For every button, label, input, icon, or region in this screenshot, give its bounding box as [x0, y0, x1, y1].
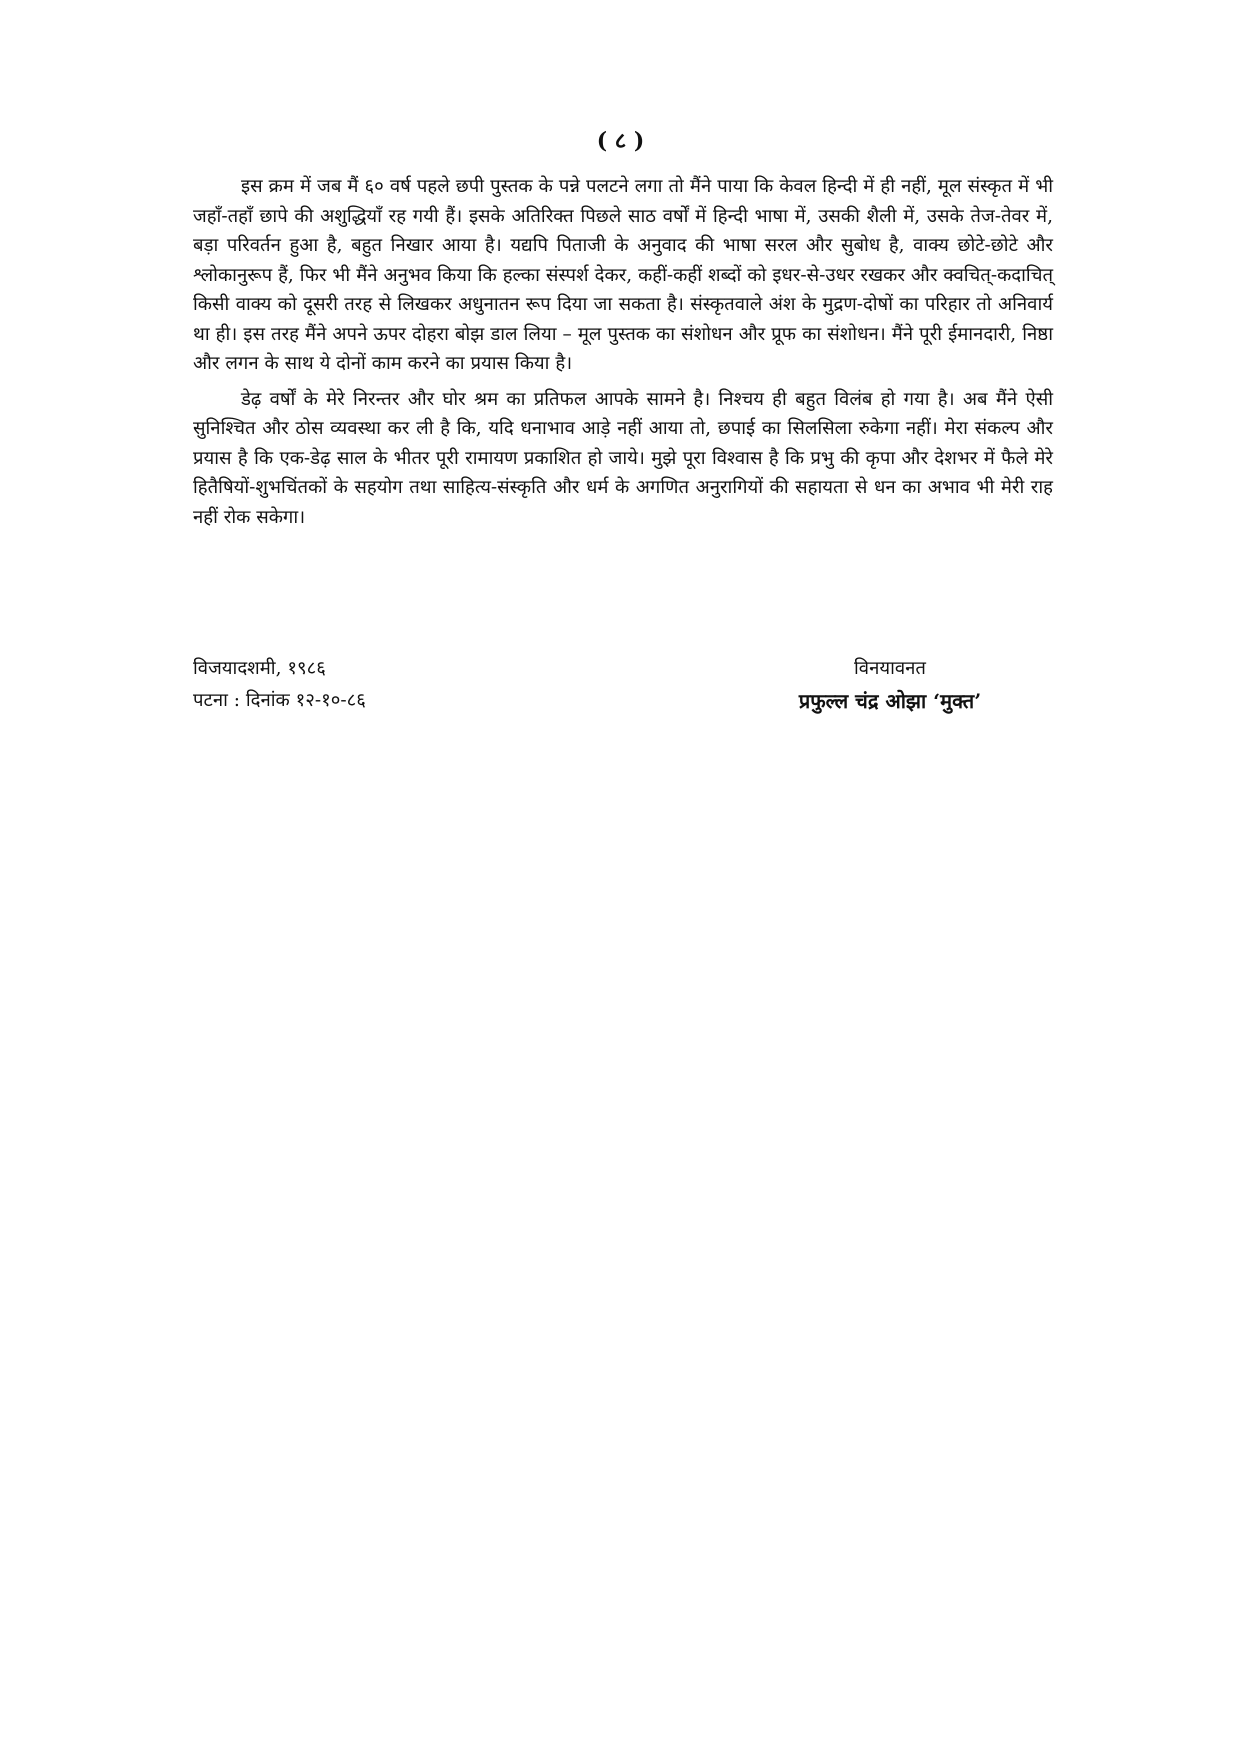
body-text — [193, 172, 1053, 538]
author-name: प्रफुल्ल चंद्र ओझा ‘मुक्त’ — [798, 689, 982, 713]
paragraph: इस क्रम में जब मैं ६० वर्ष पहले छपी पुस्तक के पन्ने पलटने लगा तो मैंने पाया कि केवल हिन्दी में ही नहीं, मूल संस्कृत में भी जहाँ-तहाँ छापे की अशुद्धियाँ रह गयी हैं। इसके अतिरिक्त पिछले साठ वर्षों में हिन्दी भाषा में, उसकी शैली में, उसके तेज-तेवर में, बड़ा परिवर्तन हुआ है, बहुत निखार आया है। यद्यपि पिताजी के अनुवाद की भाषा सरल और सुबोध है, वाक्य छोटे-छोटे और श्लोकानुरूप हैं, फिर भी मैंने अनुभव किया कि हल्का संस्पर्श देकर, कहीं-कहीं शब्दों को इधर-से-उधर रखकर और क्वचित्-कदाचित् किसी वाक्य को दूसरी तरह से लिखकर अधुनातन रूप दिया जा सकता है। संस्कृतवाले अंश के मुद्रण-दोषों का परिहार तो अनिवार्य था ही। इस तरह मैंने अपने ऊपर दोहरा बोझ डाल लिया – मूल पुस्तक का संशोधन और प्रूफ का संशोधन। मैंने पूरी ईमानदारी, निष्ठा और लगन के साथ ये दोनों काम करने का प्रयास किया है। — [193, 176, 1053, 374]
signoff-author — [730, 653, 1050, 717]
place-line: पटना : दिनांक १२-१०-८६ — [193, 690, 366, 711]
date-line: विजयादशमी, १९८६ — [193, 658, 326, 679]
page-number: ( ८ ) — [596, 128, 645, 154]
salutation: विनयावनत — [854, 658, 926, 679]
paragraph: डेढ़ वर्षों के मेरे निरन्तर और घोर श्रम का प्रतिफल आपके सामने है। निश्चय ही बहुत विलंब हो गया है। अब मैंने ऐसी सुनिश्चित और ठोस व्यवस्था कर ली है कि, यदि धनाभाव आड़े नहीं आया तो, छपाई का सिलसिला रुकेगा नहीं। मेरा संकल्प और प्रयास है कि एक-डेढ़ साल के भीतर पूरी रामायण प्रकाशित हो जाये। मुझे पूरा विश्वास है कि प्रभु की कृपा और देशभर में फैले मेरे हितैषियों-शुभचिंतकों के सहयोग तथा साहित्य-संस्कृति और धर्म के अगणित अनुरागियों की सहायता से धन का अभाव भी मेरी राह नहीं रोक सकेगा। — [193, 388, 1053, 528]
signoff-date-place — [193, 653, 366, 717]
